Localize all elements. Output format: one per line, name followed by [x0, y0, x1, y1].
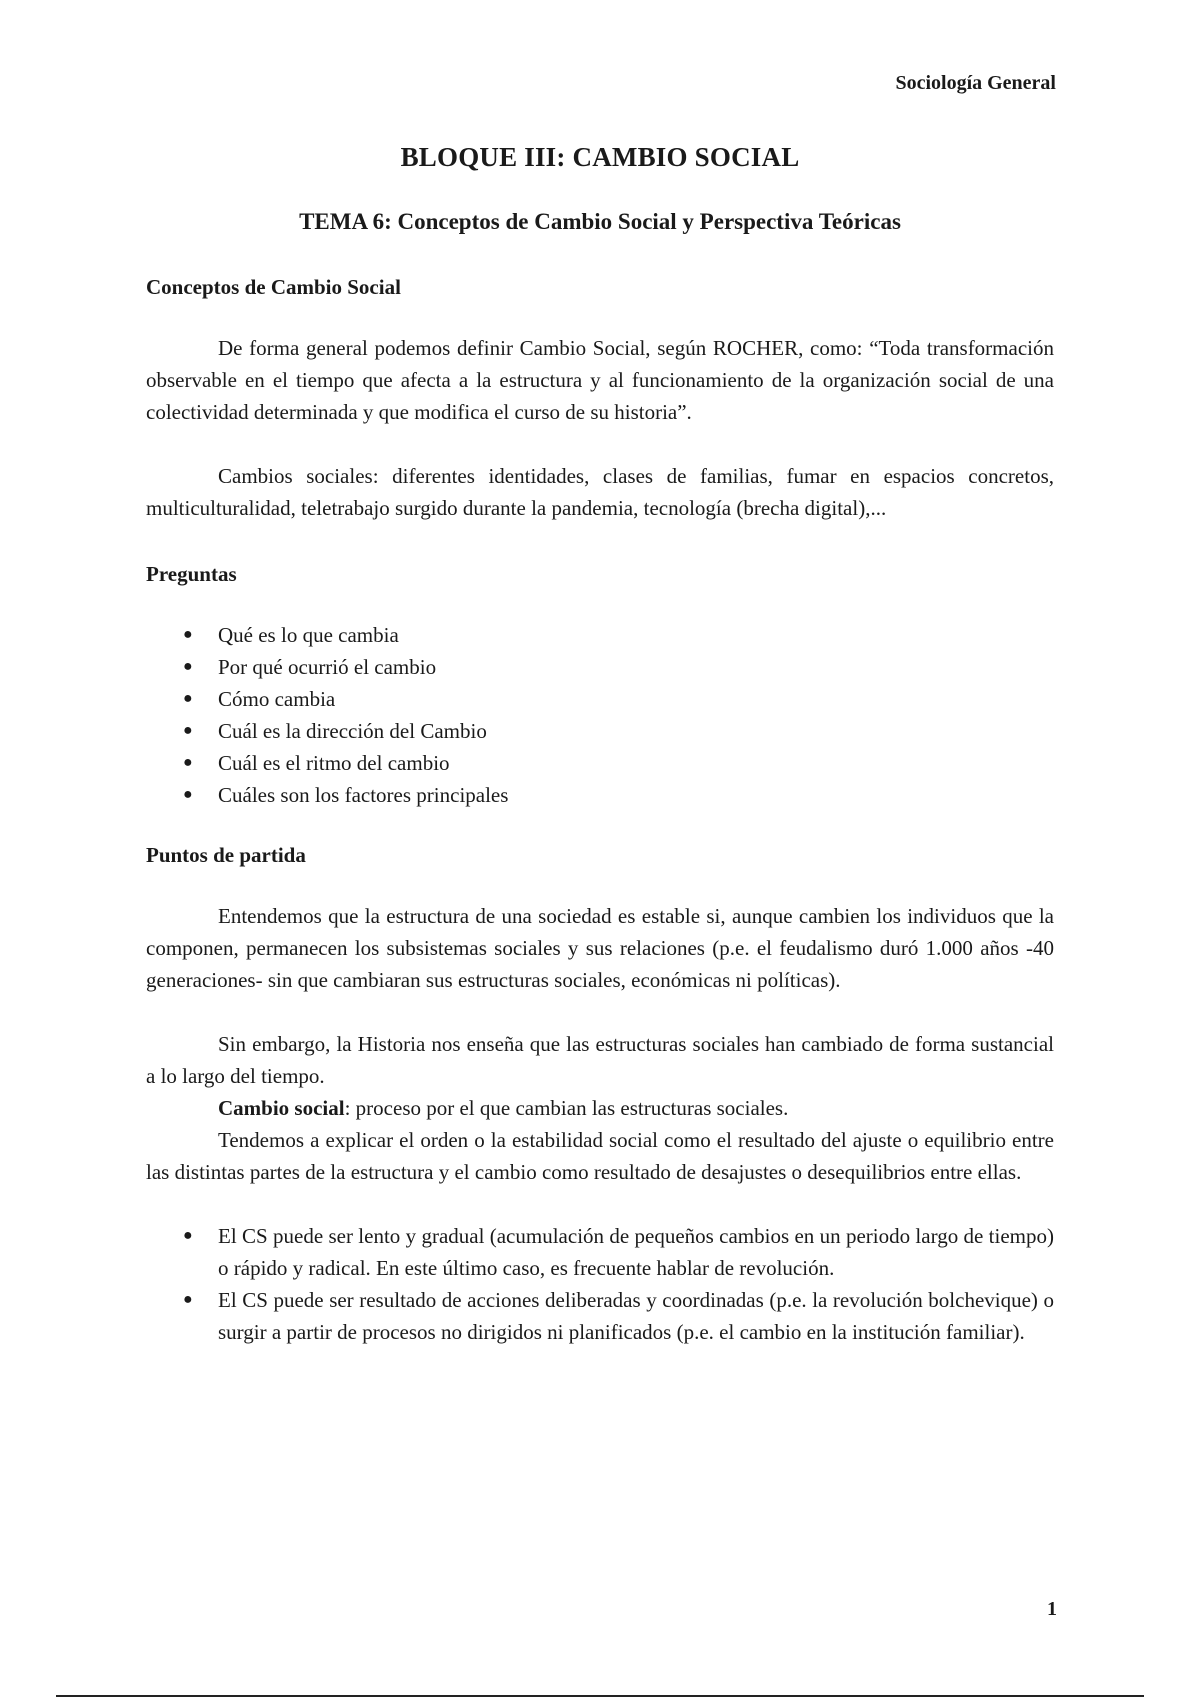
- paragraph-definition: De forma general podemos definir Cambio Social, según ROCHER, como: “Toda transformación observable en el tiempo que afecta a la estructura y al funcionamiento de la organización social de una colectividad determinada y que modifica el curso de su historia”.: [146, 336, 1054, 424]
- section-heading-starting-points: Puntos de partida: [146, 843, 306, 867]
- bullet-icon: ●: [183, 786, 193, 803]
- paragraph-definition-social-change: Cambio social: proceso por el que cambian las estructuras sociales.: [218, 1096, 789, 1120]
- term-cambio-social: Cambio social: [218, 1096, 345, 1120]
- list-item: ● Cuál es el ritmo del cambio: [146, 747, 1054, 779]
- bullet-icon: ●: [183, 1291, 193, 1308]
- bullet-icon: ●: [183, 722, 193, 739]
- list-item: ● Cuáles son los factores principales: [146, 779, 1054, 811]
- document-body: [146, 142, 1054, 1348]
- bullet-icon: ●: [183, 1227, 193, 1244]
- paragraph-history: Sin embargo, la Historia nos enseña que las estructuras sociales han cambiado de forma sustancial a lo largo del tiempo.: [146, 1032, 1054, 1088]
- list-item: ● El CS puede ser lento y gradual (acumulación de pequeños cambios en un periodo largo de tiempo) o rápido y radical. En este último caso, es frecuente hablar de revolución.: [146, 1220, 1054, 1284]
- bullet-icon: ●: [183, 754, 193, 771]
- list-item: ● Cuál es la dirección del Cambio: [146, 715, 1054, 747]
- paragraph-order-explanation: Tendemos a explicar el orden o la estabilidad social como el resultado del ajuste o equilibrio entre las distintas partes de la estructura y el cambio como resultado de desajustes o desequilibrios entre ellas.: [146, 1128, 1054, 1184]
- bullet-icon: ●: [183, 626, 193, 643]
- footer-divider: [56, 1695, 1144, 1697]
- list-item: ● Cómo cambia: [146, 683, 1054, 715]
- block-title: BLOQUE III: CAMBIO SOCIAL: [400, 142, 800, 172]
- paragraph-examples: Cambios sociales: diferentes identidades, clases de familias, fumar en espacios concretos, multiculturalidad, teletrabajo surgido durante la pandemia, tecnología (brecha digital),...: [146, 464, 1054, 520]
- paragraph-stability: Entendemos que la estructura de una sociedad es estable si, aunque cambien los individuos que la componen, permanecen los subsistemas sociales y sus relaciones (p.e. el feudalismo duró 1.000 años -40 generaciones- sin que cambiaran sus estructuras sociales, económicas ni políticas).: [146, 904, 1054, 992]
- section-heading-questions: Preguntas: [146, 562, 237, 586]
- bullet-icon: ●: [183, 690, 193, 707]
- list-item: ● Qué es lo que cambia: [146, 619, 1054, 651]
- questions-list: [146, 619, 1054, 811]
- section-heading-concepts: Conceptos de Cambio Social: [146, 275, 401, 299]
- bullet-icon: ●: [183, 658, 193, 675]
- page-number: 1: [1047, 1598, 1057, 1620]
- list-item: ● Por qué ocurrió el cambio: [146, 651, 1054, 683]
- topic-title: TEMA 6: Conceptos de Cambio Social y Perspectiva Teóricas: [299, 209, 901, 234]
- page-header: Sociología General: [895, 72, 1056, 94]
- change-characteristics-list: [146, 1220, 1054, 1348]
- list-item: ● El CS puede ser resultado de acciones deliberadas y coordinadas (p.e. la revolución bolchevique) o surgir a partir de procesos no dirigidos ni planificados (p.e. el cambio en la institución familiar).: [146, 1284, 1054, 1348]
